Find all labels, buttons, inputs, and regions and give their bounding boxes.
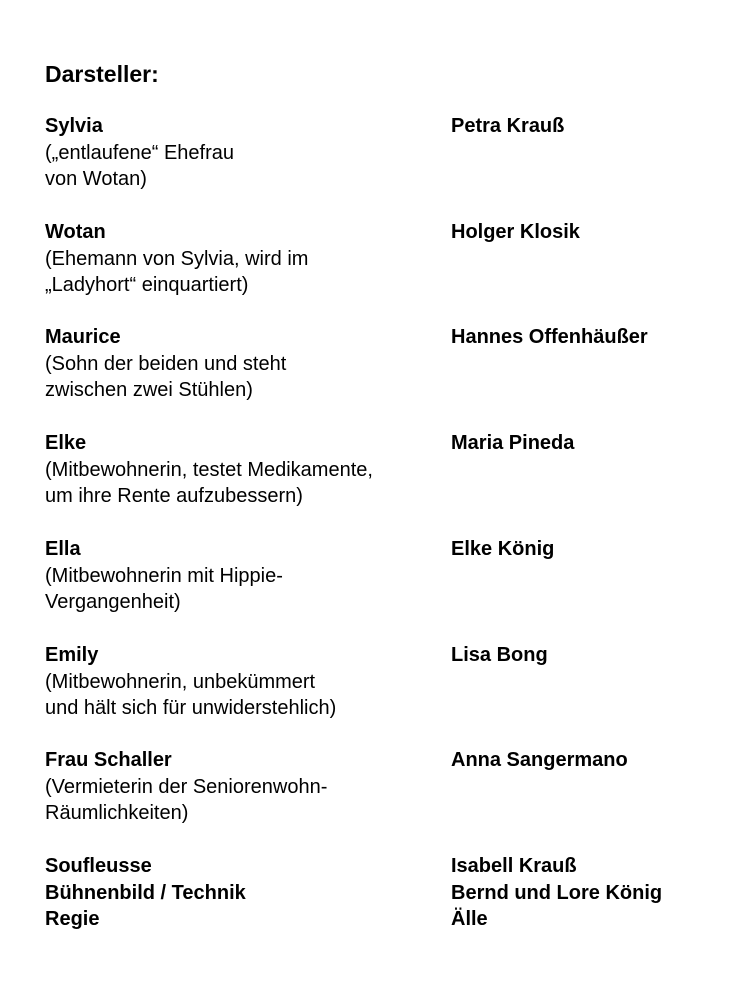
crew-list [0,853,732,933]
crew-label: Bühnenbild / Technik [45,881,246,904]
crew-label: Regie [45,908,100,930]
actor-name: Petra Krauß [451,115,565,137]
actor-name: Lisa Bong [451,644,548,666]
role-description-line: („entlaufene“ Ehefrau [45,141,235,164]
role-description-line: (Mitbewohnerin, unbekümmert [45,670,316,693]
role-description-line: zwischen zwei Stühlen) [45,379,253,401]
role-description-line: (Vermieterin der Seniorenwohn- [45,775,328,798]
role-column [45,113,440,193]
crew-value: Bernd und Lore König [451,881,663,904]
role-name: Frau Schaller [45,749,172,771]
role-name: Emily [45,644,99,666]
role-description-line: um ihre Rente aufzubessern) [45,485,303,507]
role-column [45,536,440,616]
role-description-line: (Ehemann von Sylvia, wird im [45,247,309,270]
role-description-line: Vergangenheit) [45,591,181,613]
role-description-line: „Ladyhort“ einquartiert) [45,274,249,296]
role-description-line: (Mitbewohnerin, testet Medikamente, [45,458,373,481]
crew-row-stage-design [0,880,732,907]
actor-name: Elke König [451,538,555,560]
actor-name: Maria Pineda [451,432,575,454]
page-heading: Darsteller: [45,61,159,87]
crew-label: Soufleusse [45,855,152,877]
role-name: Sylvia [45,115,103,137]
role-description-line: von Wotan) [45,168,147,190]
role-column [45,219,440,299]
actor-name: Hannes Offenhäußer [451,326,648,348]
role-column [45,430,440,510]
actor-name: Anna Sangermano [451,749,628,771]
crew-value: Älle [451,908,488,930]
role-name: Ella [45,538,81,560]
role-name: Maurice [45,326,121,348]
role-name: Wotan [45,221,106,243]
role-column [45,324,440,404]
role-column [45,747,440,827]
crew-row-souffleuse [0,853,732,880]
role-description-line: (Mitbewohnerin mit Hippie- [45,564,283,587]
crew-value: Isabell Krauß [451,855,577,877]
role-description-line: und hält sich für unwiderstehlich) [45,697,337,719]
role-column [45,642,440,722]
crew-row-director [0,906,732,933]
role-description-line: Räumlichkeiten) [45,802,189,824]
role-description-line: (Sohn der beiden und steht [45,352,287,375]
role-name: Elke [45,432,87,454]
actor-name: Holger Klosik [451,221,580,243]
